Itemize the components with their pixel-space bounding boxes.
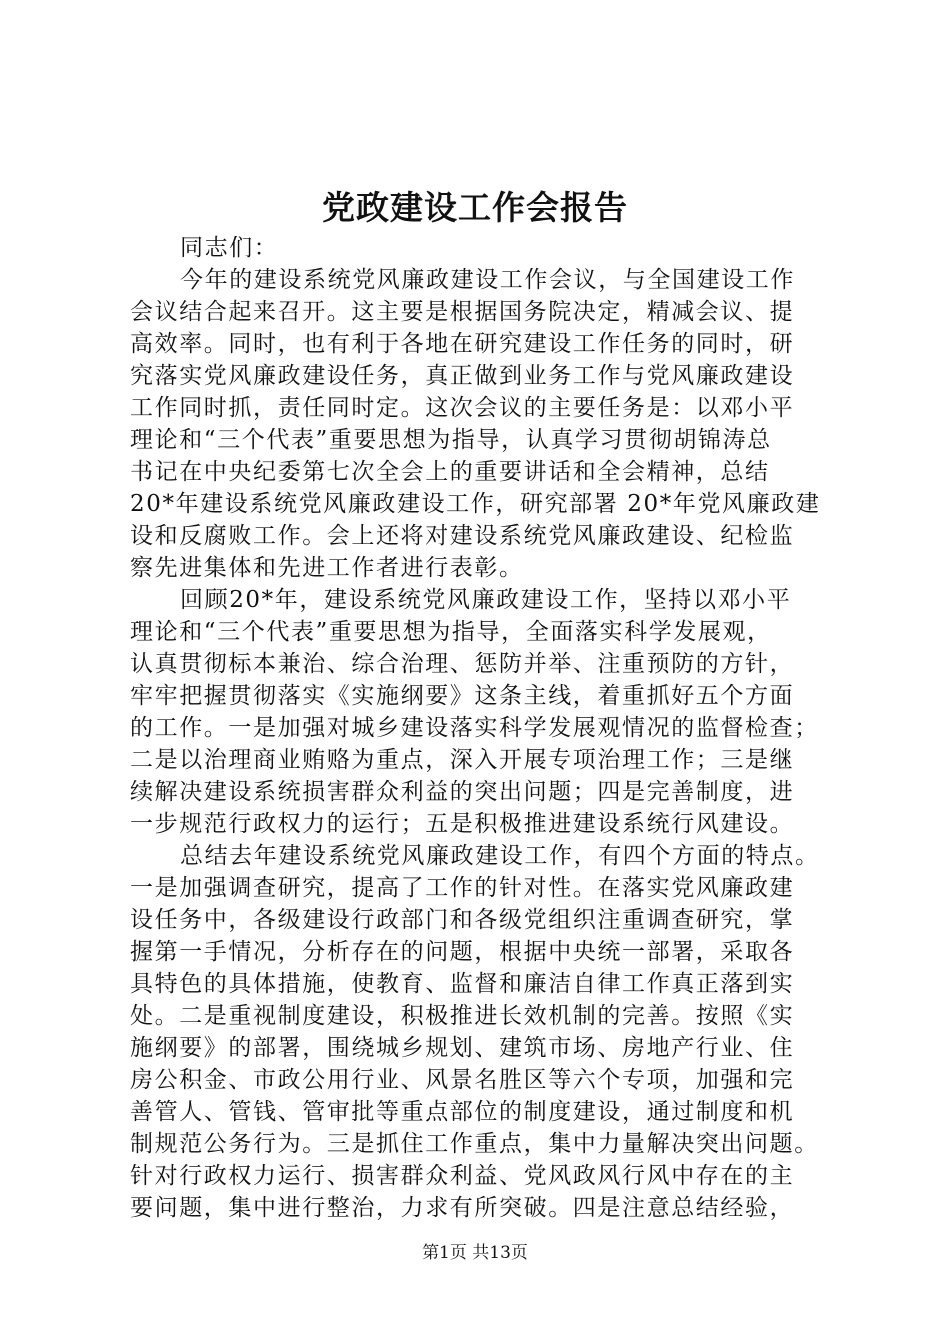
paragraph-line: 总结去年建设系统党风廉政建设工作，有四个方面的特点。 (180, 843, 820, 869)
page-footer: 第1页 共13页 (422, 1243, 528, 1263)
paragraph-line: 究落实党风廉政建设任务，真正做到业务工作与党风廉政建设 (130, 363, 795, 389)
paragraph-line: 高效率。同时，也有利于各地在研究建设工作任务的同时，研 (130, 331, 795, 357)
paragraph-line: 牢牢把握贯彻落实《实施纲要》这条主线，着重抓好五个方面 (130, 683, 795, 709)
paragraph-line: 设和反腐败工作。会上还将对建设系统党风廉政建设、纪检监 (130, 523, 795, 549)
paragraph-line: 理论和“三个代表”重要思想为指导，全面落实科学发展观， (130, 619, 772, 645)
paragraph-line: 针对行政权力运行、损害群众利益、党风政风行风中存在的主 (130, 1163, 795, 1189)
paragraph-line: 一步规范行政权力的运行；五是积极推进建设系统行风建设。 (130, 811, 795, 837)
paragraph-line: 理论和“三个代表”重要思想为指导，认真学习贯彻胡锦涛总 (130, 427, 772, 453)
paragraph-line: 认真贯彻标本兼治、综合治理、惩防并举、注重预防的方针， (130, 651, 795, 677)
paragraph-line: 要问题，集中进行整治，力求有所突破。四是注意总结经验， (130, 1195, 795, 1221)
paragraph-line: 设任务中，各级建设行政部门和各级党组织注重调查研究，掌 (130, 907, 795, 933)
paragraph-line: 书记在中央纪委第七次全会上的重要讲话和全会精神，总结 (130, 459, 770, 485)
paragraph-line: 回顾20*年，建设系统党风廉政建设工作，坚持以邓小平 (180, 587, 792, 613)
paragraph-line: 的工作。一是加强对城乡建设落实科学发展观情况的监督检查； (130, 715, 819, 741)
document-title: 党政建设工作会报告 (322, 188, 628, 227)
paragraph-line: 20*年建设系统党风廉政建设工作，研究部署 20*年党风廉政建 (130, 491, 821, 517)
document-body (130, 232, 830, 1224)
paragraph-line: 握第一手情况，分析存在的问题，根据中央统一部署，采取各 (130, 939, 795, 965)
paragraph-line: 会议结合起来召开。这主要是根据国务院决定，精减会议、提 (130, 299, 795, 325)
paragraph-line: 制规范公务行为。三是抓住工作重点，集中力量解决突出问题。 (130, 1131, 819, 1157)
paragraph-line: 续解决建设系统损害群众利益的突出问题；四是完善制度，进 (130, 779, 795, 805)
paragraph-line: 今年的建设系统党风廉政建设工作会议，与全国建设工作 (180, 267, 795, 293)
paragraph-line: 善管人、管钱、管审批等重点部位的制度建设，通过制度和机 (130, 1099, 795, 1125)
paragraph-line: 处。二是重视制度建设，积极推进长效机制的完善。按照《实 (130, 1003, 795, 1029)
salutation-line: 同志们： (180, 235, 279, 261)
paragraph-line: 房公积金、市政公用行业、风景名胜区等六个专项，加强和完 (130, 1067, 795, 1093)
paragraph-line: 察先进集体和先进工作者进行表彰。 (130, 555, 524, 581)
paragraph-line: 具特色的具体措施，使教育、监督和廉洁自律工作真正落到实 (130, 971, 795, 997)
paragraph-line: 施纲要》的部署，围绕城乡规划、建筑市场、房地产行业、住 (130, 1035, 795, 1061)
paragraph-line: 一是加强调查研究，提高了工作的针对性。在落实党风廉政建 (130, 875, 795, 901)
paragraph-line: 二是以治理商业贿赂为重点，深入开展专项治理工作；三是继 (130, 747, 795, 773)
paragraph-line: 工作同时抓，责任同时定。这次会议的主要任务是：以邓小平 (130, 395, 795, 421)
